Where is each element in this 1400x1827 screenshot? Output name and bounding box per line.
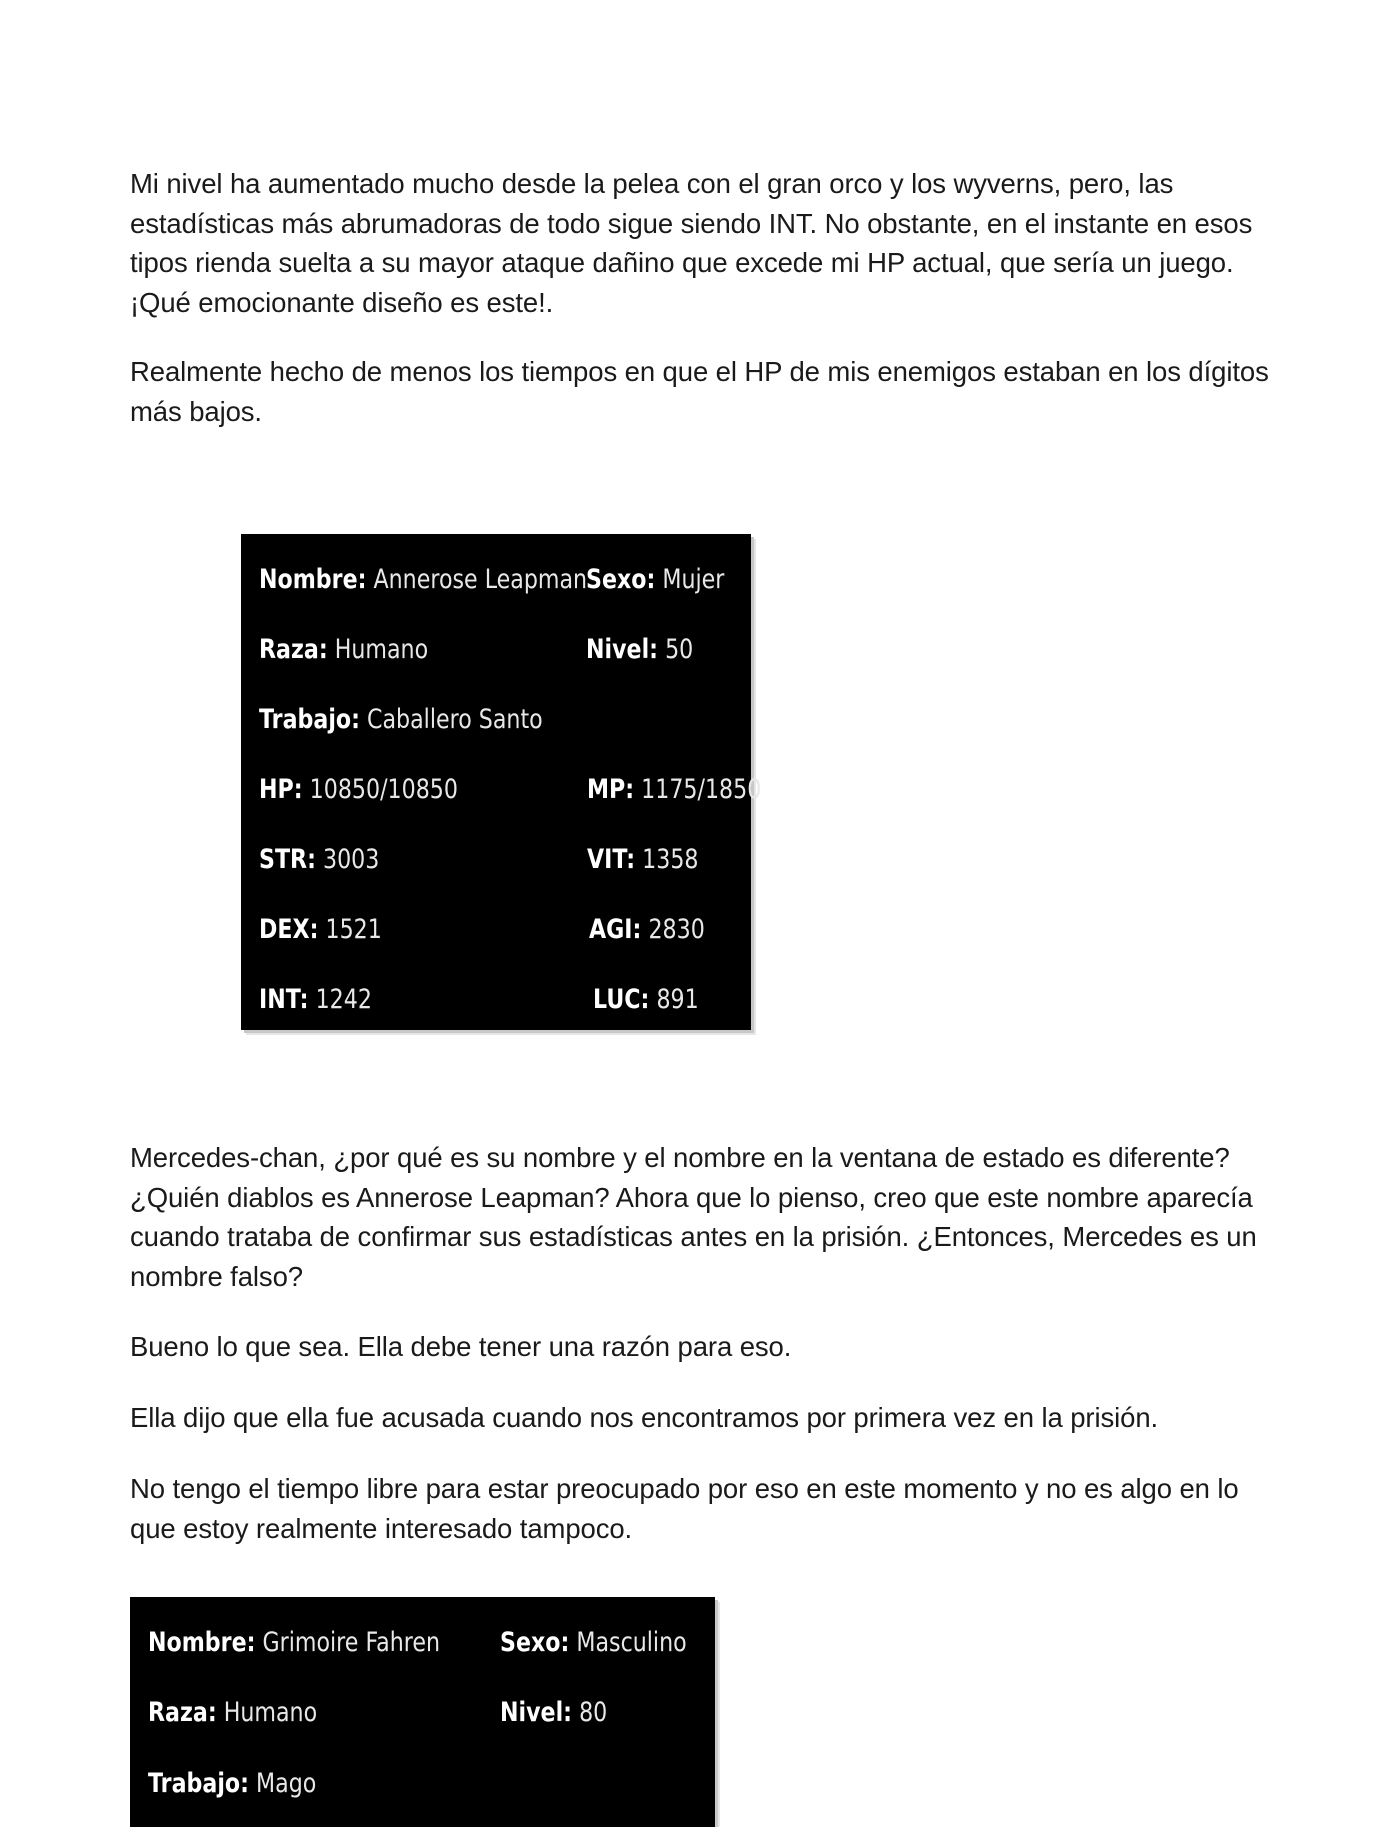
stat-sexo: Sexo: Masculino (500, 1627, 687, 1658)
stat-sexo: Sexo: Mujer (586, 564, 725, 595)
stat-dex: DEX: 1521 (259, 914, 382, 945)
stat-int: INT: 1242 (259, 984, 372, 1015)
stat-trabajo: Trabajo: Caballero Santo (259, 704, 543, 735)
stat-nombre: Nombre: Grimoire Fahren (148, 1627, 441, 1658)
status-window-annerose (241, 534, 762, 1030)
stat-str: STR: 3003 (259, 844, 380, 875)
stat-luc: LUC: 891 (593, 984, 699, 1015)
stat-mp: MP: 1175/1850 (587, 774, 762, 805)
paragraph-no-time: No tengo el tiempo libre para estar preocupado por eso en este momento y no es algo en lo que estoy realmente interesado tampoco. (130, 1473, 1239, 1544)
stat-nivel: Nivel: 50 (586, 634, 694, 665)
paragraph-accused: Ella dijo que ella fue acusada cuando nos encontramos por primera vez en la prisión. (130, 1402, 1159, 1433)
stat-raza: Raza: Humano (148, 1697, 318, 1728)
stat-nombre: Nombre: Annerose Leapman (259, 564, 588, 595)
stat-raza: Raza: Humano (259, 634, 429, 665)
paragraph-mercedes-name: Mercedes-chan, ¿por qué es su nombre y el nombre en la ventana de estado es diferente? ¿Quién diablos es Annerose Leapman? Ahora que lo pienso, creo que este nombre aparecía cuando trataba de confirmar sus estadísticas antes en la prisión. ¿Entonces, Mercedes es un nombre falso? (130, 1142, 1257, 1292)
paragraph-enemy-hp: Realmente hecho de menos los tiempos en que el HP de mis enemigos estaban en los dígitos más bajos. (130, 356, 1269, 427)
stat-hp: HP: 10850/10850 (259, 774, 458, 805)
paragraph-whatever: Bueno lo que sea. Ella debe tener una razón para eso. (130, 1331, 792, 1362)
stat-vit: VIT: 1358 (587, 844, 699, 875)
paragraph-level-increase: Mi nivel ha aumentado mucho desde la pelea con el gran orco y los wyverns, pero, las estadísticas más abrumadoras de todo sigue siendo INT. No obstante, en el instante en esos tipos rienda suelta a su mayor ataque dañino que excede mi HP actual, que sería un juego. ¡Qué emocionante diseño es este!. (130, 168, 1253, 318)
stat-trabajo: Trabajo: Mago (148, 1768, 317, 1799)
stat-nivel: Nivel: 80 (500, 1697, 608, 1728)
stat-agi: AGI: 2830 (589, 914, 705, 945)
status-window-grimoire (130, 1597, 715, 1827)
